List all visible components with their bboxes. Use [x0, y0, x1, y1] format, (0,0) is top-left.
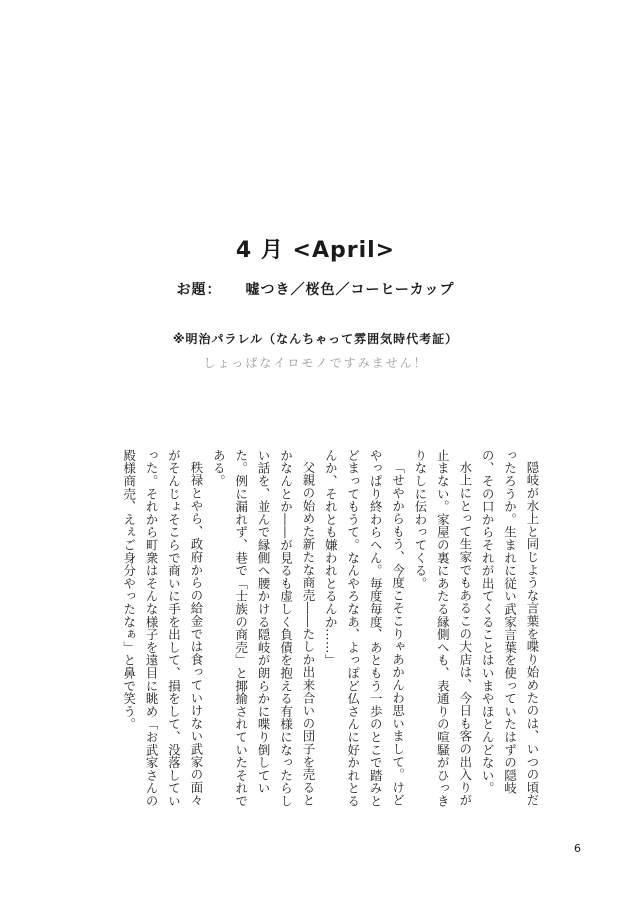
topics-list: 嘘つき／桜色／コーヒーカップ: [245, 282, 455, 298]
topics-label: お題：: [176, 282, 222, 298]
vertical-body-text: [95, 449, 543, 811]
body-paragraph: 隠岐が水上と同じような言葉を喋り始めたのは、いつの頃だったろうか。生まれに従い武家言葉を使っていたはずの隠岐の、その口からそれが出てくることはいまやほとんどない。: [480, 449, 540, 807]
body-paragraph: 秩禄とやら、政府からの給金では食っていけない武家の面々がそんじょそこらで商いに手を出して、損をして、没落していった。それから町衆はそんな様子を遠目に眺め「お武家さんの殿様商売、えぇご身分やったなぁ」と鼻で笑う。: [121, 449, 204, 808]
page-number: 6: [574, 842, 581, 855]
body-paragraph: 水上にとって生家でもあるこの大店は、今日も客の出入りが止まない。家屋の裏にあたる縁側へも、表通りの喧騒がひっきりなしに伝わってくる。: [412, 449, 473, 808]
body-paragraph: 父親の始めた新たな商売――たしか出来合いの団子を売るとかなんとか――が見るも虚しく負債を抱える有様になったらしい話を、並んで縁側へ腰かける隠岐が朗らかに喋り倒していた。例に漏れず、巷で「士族の商売」と揶揄されていたそれである。: [211, 449, 316, 808]
setting-note: ※明治パラレル（なんちゃって雰囲気時代考証）: [172, 332, 459, 346]
topics-line: [0, 279, 631, 299]
apology-note: しょっぱなイロモノですみません！: [203, 356, 428, 370]
page-title: 4 月 <April>: [235, 238, 396, 263]
body-paragraph: 「せやからもう、今度こそこりゃあかんわ思いまして。けどやっぱり終わらへん。毎度毎度、あともう一歩のとこで踏みとどまってもうて。なんやろなあ、よっぽど仏さんに好かれとるんか、それとも嫌われとるんか……」: [323, 449, 406, 808]
